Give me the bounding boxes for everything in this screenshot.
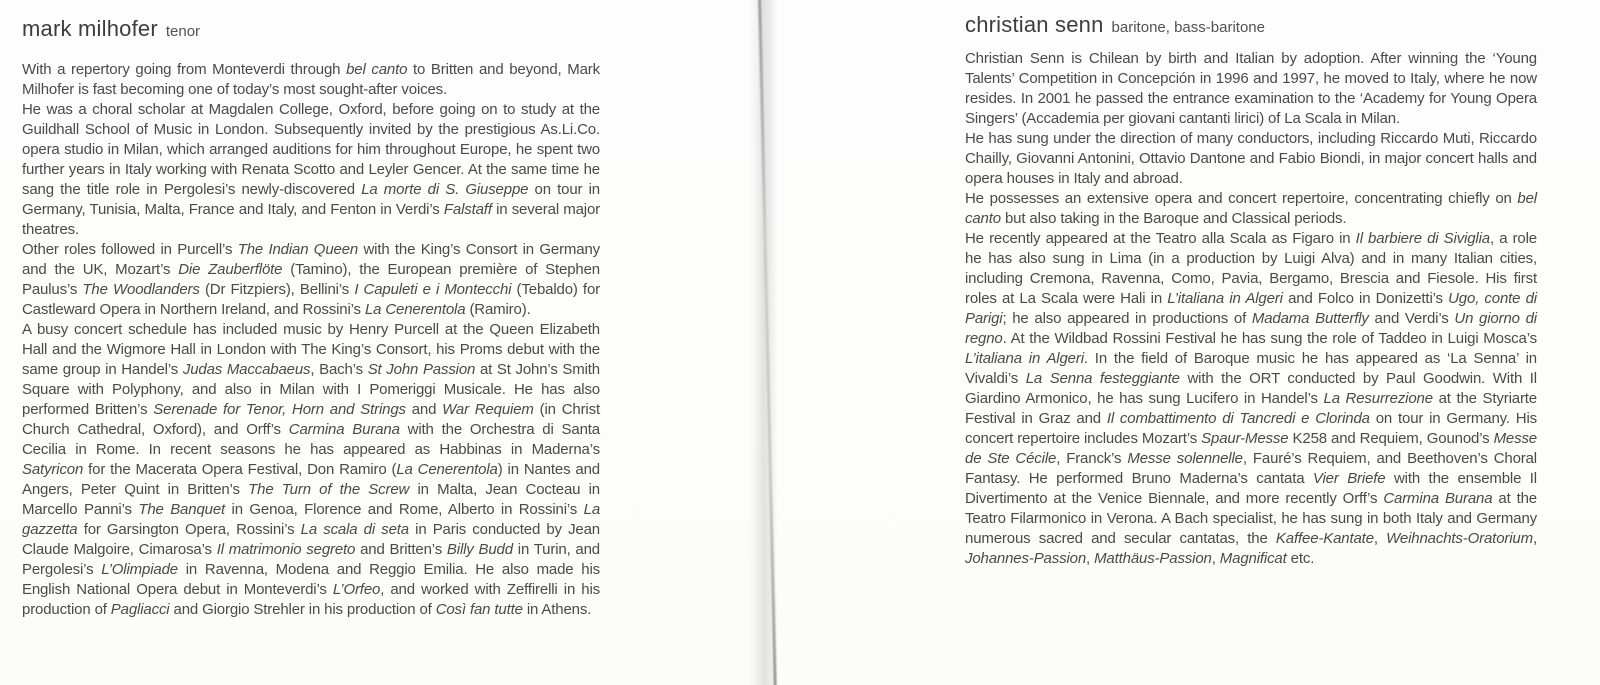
page-right-bio [965,12,1537,569]
bio-paragraph [22,320,600,620]
text-segment: and [405,401,443,418]
work-title-italic: Serenade for Tenor, Horn and Strings [153,401,406,418]
text-segment: A busy concert schedule has included music by Henry Purcell at the Queen Elizabeth Hall and the Wigmore Hall in London with The King’s Consort, his Proms debut with the same group in Handel’s [22,321,600,378]
text-segment: , a role he has also sung in Lima (in a production by Luigi Alva) and in many Italian cities, including Cremona, Ravenna, Como, Pavia, Bergamo, Brescia and Fiesole. His first roles at La Scala were Hali in [965,230,1537,307]
text-segment: , [1373,530,1387,547]
text-segment: in Paris conducted by Jean Claude Malgoire, Cimarosa’s [22,521,600,558]
work-title-italic: Il matrimonio segreto [216,541,356,558]
text-segment: with the Orchestra di Santa Cecilia in Rome. In recent seasons he has appeared as Habbinas in Maderna’s [22,421,600,458]
work-title-italic: Vier Briefe [1312,470,1386,487]
text-segment: He has sung under the direction of many conductors, including Riccardo Muti, Riccardo Chailly, Giovanni Antonini, Ottavio Dantone and Fabio Biondi, in major concert halls and opera houses in Italy and abroad. [965,130,1537,187]
page-left-bio [22,16,600,620]
text-segment: and Folco in Donizetti’s [1282,290,1449,307]
text-segment: , [1086,550,1095,567]
text-segment: on tour in Germany. His concert repertoire includes Mozart’s [965,410,1537,447]
text-segment: with the ORT conducted by Paul Goodwin. With Il Giardino Armonico, he has sung Lucifero in Handel’s [965,370,1537,407]
work-title-italic: Falstaff [443,201,492,218]
bio-paragraph [22,60,600,100]
work-title-italic: Madama Butterfly [1251,310,1369,327]
work-title-italic: Judas Maccabaeus [182,361,311,378]
work-title-italic: Il barbiere di Siviglia [1355,230,1490,247]
text-segment: for Garsington Opera, Rossini’s [77,521,301,538]
text-segment: Christian Senn is Chilean by birth and Italian by adoption. After winning the ‘Young Talents’ Competition in Concepción in 1996 and 1997, he moved to Italy, where he now resides. In 2001 he passed the entrance examination to the ‘Academy for Young Opera Singers’ (Accademia per giovani cantanti lirici) of La Scala in Milan. [965,50,1537,127]
text-segment: in Malta, Jean Cocteau in Marcello Panni’s [22,481,600,518]
text-segment: on tour in Germany, Tunisia, Malta, France and Italy, and Fenton in Verdi’s [22,181,600,218]
work-title-italic: Messe solennelle [1127,450,1243,467]
text-segment: With a repertory going from Monteverdi through [22,61,347,78]
artist-name: mark milhofer [22,16,158,41]
text-segment: , [1532,530,1537,547]
bio-header-right [965,12,1537,38]
text-segment: with the King’s Consort in Germany and the UK, Mozart’s [22,241,600,278]
text-segment: Other roles followed in Purcell’s [22,241,238,258]
text-segment: at the Styriarte Festival in Graz and [965,390,1538,427]
bio-paragraph [22,240,600,320]
text-segment: with the ensemble Il Divertimento at the Venice Biennale, and more recently Orff’s [965,470,1537,507]
work-title-italic: L’italiana in Algeri [965,350,1084,367]
work-title-italic: La morte di S. Giuseppe [361,181,529,198]
text-segment: , Franck’s [1056,450,1128,467]
text-segment: , and worked with Zeffirelli in his production of [22,581,600,618]
text-segment: , [1211,550,1220,567]
work-title-italic: Pagliacci [110,601,170,618]
text-segment: in Athens. [522,601,592,618]
text-segment: He was a choral scholar at Magdalen College, Oxford, before going on to study at the Guildhall School of Music in London. Subsequently invited by the prestigious As.Li.Co. opera studio in Milan, which arranged auditions for him throughout Europe, he spent two further years in Italy working with Renata Scotto and Leyler Gencer. At the same time he sang the title role in Pergolesi’s newly-discovered [22,101,600,198]
text-segment: (Dr Fitzpiers), Bellini’s [199,281,355,298]
text-segment: , Fauré’s Requiem, and Beethoven’s Choral Fantasy. He performed Bruno Maderna’s cantata [965,450,1537,487]
text-segment: He possesses an extensive opera and concert repertoire, concentrating chiefly on [965,190,1518,207]
work-title-italic: La Senna festeggiante [1025,370,1180,387]
text-segment: , Bach’s [310,361,368,378]
text-segment: and Britten’s [355,541,447,558]
work-title-italic: Satyricon [22,461,84,478]
work-title-italic: Messe de Ste Cécile [965,430,1537,467]
work-title-italic: La Resurrezione [1323,390,1433,407]
text-segment: ) in Nantes and Angers, Peter Quint in Britten’s [22,461,600,498]
bio-paragraph [965,189,1537,229]
text-segment: at the Teatro Filarmonico in Verona. A Bach specialist, he has sung in both Italy and Germany numerous sacred and secular cantatas, the [965,490,1537,547]
bio-header-left [22,16,600,42]
text-segment: in Ravenna, Modena and Reggio Emilia. He also made his English National Opera debut in Monteverdi’s [22,561,601,598]
text-segment: (Tebaldo) for Castleward Opera in Northern Ireland, and Rossini’s [22,281,600,318]
work-title-italic: Ugo, conte di Parigi [965,290,1537,327]
text-segment: in Genoa, Florence and Rome, Alberto in Rossini’s [225,501,584,518]
artist-role: tenor [165,23,201,40]
work-title-italic: Carmina Burana [1383,490,1493,507]
work-title-italic: Carmina Burana [288,421,400,438]
bio-text-right [965,49,1537,569]
text-segment: at St John’s Smith Square with Polyphony, and also in Milan with I Pomeriggi Musicale. He has also performed Britten’s [22,361,601,418]
text-segment: and Giorgio Strehler in his production of [169,601,436,618]
text-segment: ; he also appeared in productions of [1002,310,1252,327]
work-title-italic: The Indian Queen [237,241,359,258]
work-title-italic: Spaur-Messe [1201,430,1289,447]
work-title-italic: The Woodlanders [82,281,200,298]
artist-name: christian senn [965,12,1104,37]
bio-text-left [22,60,600,620]
work-title-italic: I Capuleti e i Montecchi [354,281,512,298]
work-title-italic: bel canto [346,61,408,78]
bio-paragraph [22,100,600,240]
text-segment: K258 and Requiem, Gounod’s [1288,430,1494,447]
work-title-italic: Così fan tutte [435,601,523,618]
text-segment: etc. [1286,550,1315,567]
work-title-italic: bel canto [965,190,1537,227]
work-title-italic: St John Passion [367,361,476,378]
text-segment: in several major theatres. [22,201,600,238]
work-title-italic: Weihnachts-Oratorium [1386,530,1533,547]
text-segment: but also taking in the Baroque and Classical periods. [1000,210,1347,227]
text-segment: in Turin, and Pergolesi’s [22,541,601,578]
text-segment: (Tamino), the European première of Stephen Paulus’s [22,261,600,298]
work-title-italic: Johannes-Passion [965,550,1087,567]
bio-paragraph [965,229,1537,569]
work-title-italic: The Banquet [138,501,226,518]
work-title-italic: War Requiem [442,401,534,418]
text-segment: (in Christ Church Cathedral, Oxford), and Orff’s [22,401,600,438]
work-title-italic: Die Zauberflöte [178,261,283,278]
work-title-italic: Il combattimento di Tancredi e Clorinda [1106,410,1370,427]
work-title-italic: The Turn of the Screw [248,481,410,498]
work-title-italic: L’Orfeo [332,581,381,598]
work-title-italic: La gazzetta [22,501,601,538]
bio-paragraph [965,49,1537,129]
work-title-italic: Billy Budd [446,541,513,558]
text-segment: to Britten and beyond, Mark Milhofer is fast becoming one of today’s most sought-after voices. [22,61,600,98]
text-segment: He recently appeared at the Teatro alla Scala as Figaro in [965,230,1356,247]
work-title-italic: Magnificat [1219,550,1287,567]
text-segment: for the Macerata Opera Festival, Don Ramiro ( [83,461,397,478]
text-segment: . In the field of Baroque music he has appeared as ‘La Senna’ in Vivaldi’s [965,350,1537,387]
work-title-italic: L’Olimpiade [101,561,178,578]
work-title-italic: Kaffee-Kantate [1275,530,1374,547]
bio-paragraph [965,129,1537,189]
text-segment: (Ramiro). [465,301,531,318]
work-title-italic: Un giorno di regno [965,310,1537,347]
work-title-italic: Matthäus-Passion [1094,550,1212,567]
work-title-italic: La scala di seta [300,521,409,538]
text-segment: and Verdi’s [1368,310,1455,327]
artist-role: baritone, bass-baritone [1111,19,1265,36]
work-title-italic: L’italiana in Algeri [1167,290,1283,307]
work-title-italic: La Cenerentola [364,301,466,318]
work-title-italic: La Cenerentola [396,461,498,478]
text-segment: . At the Wildbad Rossini Festival he has sung the role of Taddeo in Luigi Mosca’s [1002,330,1537,347]
